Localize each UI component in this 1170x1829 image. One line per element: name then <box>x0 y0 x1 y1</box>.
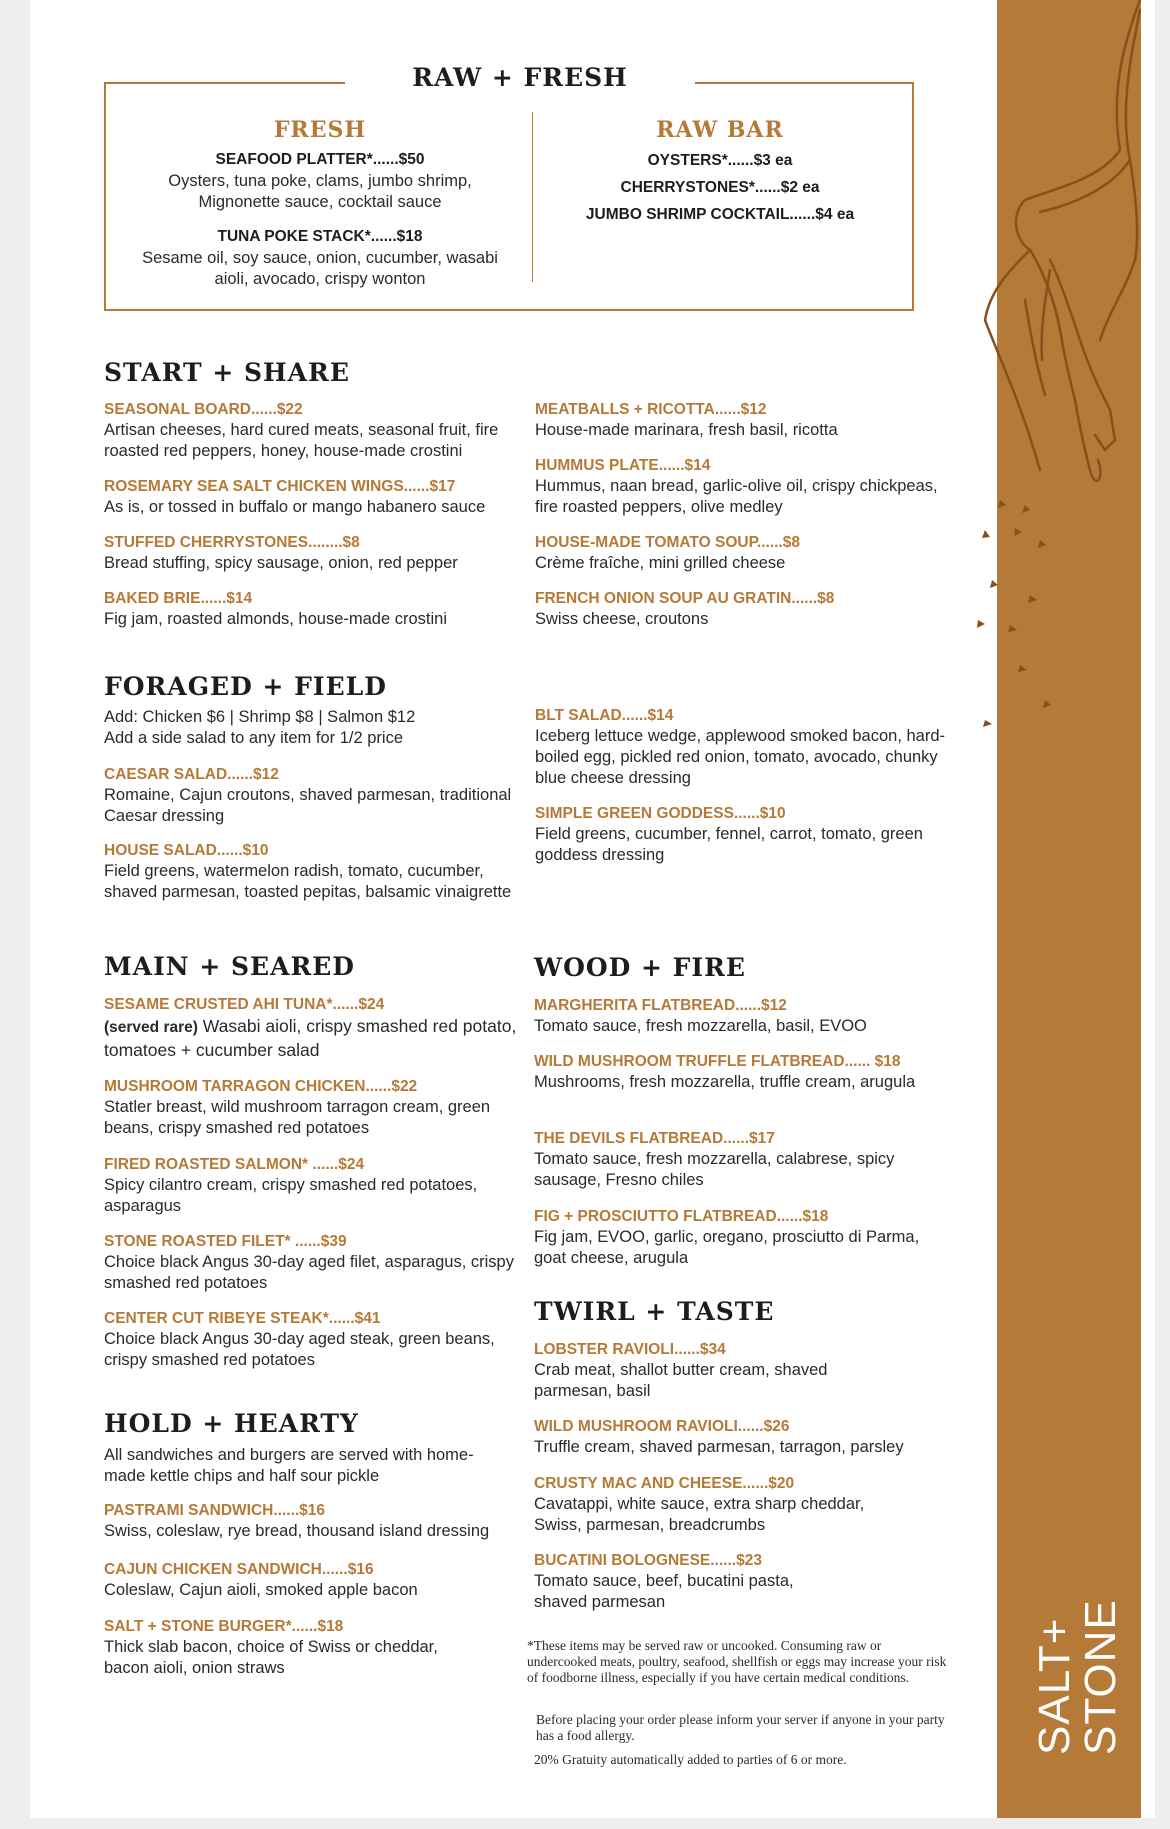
menu-item-desc: Thick slab bacon, choice of Swiss or cheddar, bacon aioli, onion straws <box>104 1638 438 1677</box>
raw-bar-item: OYSTERS*......$3 ea <box>647 152 793 169</box>
menu-item <box>104 589 524 630</box>
menu-item-name: STUFFED CHERRYSTONES........$8 <box>104 534 360 551</box>
menu-item-desc: Bread stuffing, spicy sausage, onion, red pepper <box>104 554 458 572</box>
fresh-item-name: SEAFOOD PLATTER*......$50 <box>215 151 425 168</box>
menu-item-desc: Coleslaw, Cajun aioli, smoked apple bacon <box>104 1581 418 1599</box>
menu-item-desc: Hummus, naan bread, garlic-olive oil, crispy chickpeas, fire roasted peppers, olive medley <box>535 477 938 516</box>
menu-item-desc: Artisan cheeses, hard cured meats, seasonal fruit, fire roasted red peppers, honey, house-made crostini <box>104 421 499 460</box>
menu-item-name: ROSEMARY SEA SALT CHICKEN WINGS......$17 <box>104 478 456 495</box>
menu-item-desc: Cavatappi, white sauce, extra sharp cheddar, Swiss, parmesan, breadcrumbs <box>534 1495 865 1534</box>
menu-item-name: HUMMUS PLATE......$14 <box>535 457 711 474</box>
menu-item <box>104 1077 524 1139</box>
raw-food-warning: *These items may be served raw or uncooked. Consuming raw or undercooked meats, poultry, seafood, shellfish or eggs may increase your risk of foodborne illness, especially if you have certain medical conditions. <box>527 1638 947 1685</box>
menu-item-name: BUCATINI BOLOGNESE......$23 <box>534 1552 762 1569</box>
raw-bar-title: RAW BAR <box>656 117 784 143</box>
fresh-item-name: TUNA POKE STACK*......$18 <box>217 228 423 245</box>
gratuity-notice: 20% Gratuity automatically added to parties of 6 or more. <box>534 1752 847 1767</box>
menu-item <box>104 477 524 518</box>
fresh-item-desc: Oysters, tuna poke, clams, jumbo shrimp, Mignonette sauce, cocktail sauce <box>168 172 472 211</box>
menu-item-name: HOUSE SALAD......$10 <box>104 842 269 859</box>
menu-item-name: MUSHROOM TARRAGON CHICKEN......$22 <box>104 1078 418 1095</box>
menu-item-desc: Swiss, coleslaw, rye bread, thousand island dressing <box>104 1522 490 1540</box>
hold-hearty-title: HOLD + HEARTY <box>104 1409 359 1438</box>
menu-item-name: CAJUN CHICKEN SANDWICH......$16 <box>104 1561 374 1578</box>
menu-item <box>534 1340 874 1402</box>
menu-item-name: FRENCH ONION SOUP AU GRATIN......$8 <box>535 590 835 607</box>
menu-item-desc: Crème fraîche, mini grilled cheese <box>535 554 786 572</box>
menu-item-desc: Crab meat, shallot butter cream, shaved parmesan, basil <box>534 1361 828 1400</box>
menu-item-name: STONE ROASTED FILET* ......$39 <box>104 1233 347 1250</box>
menu-item <box>104 1560 524 1601</box>
menu-item-name: SESAME CRUSTED AHI TUNA*......$24 <box>104 996 385 1013</box>
menu-item-name: SEASONAL BOARD......$22 <box>104 401 303 418</box>
menu-item <box>104 1501 524 1542</box>
menu-item-desc: Iceberg lettuce wedge, applewood smoked bacon, hard-boiled egg, pickled red onion, tomato, avocado, chunky blue cheese dressing <box>535 727 946 787</box>
raw-bar-item: JUMBO SHRIMP COCKTAIL......$4 ea <box>585 206 855 223</box>
fresh-item-desc: Sesame oil, soy sauce, onion, cucumber, wasabi aioli, avocado, crispy wonton <box>142 249 498 288</box>
menu-item-name: FIRED ROASTED SALMON* ......$24 <box>104 1156 365 1173</box>
foraged-field-title: FORAGED + FIELD <box>104 672 387 701</box>
menu-item-desc: Statler breast, wild mushroom tarragon cream, green beans, crispy smashed red potatoes <box>104 1098 491 1137</box>
menu-item <box>534 1417 954 1458</box>
menu-item <box>535 400 955 441</box>
start-share-title: START + SHARE <box>104 358 350 387</box>
menu-item-desc: Mushrooms, fresh mozzarella, truffle cream, arugula <box>534 1073 916 1091</box>
menu-item <box>534 1551 834 1613</box>
menu-item <box>104 765 524 827</box>
menu-item-desc: Choice black Angus 30-day aged steak, green beans, crispy smashed red potatoes <box>104 1330 495 1369</box>
brand-logo: SALT+ STONE <box>1030 1599 1125 1755</box>
menu-item <box>534 996 954 1037</box>
menu-item-desc: Tomato sauce, fresh mozzarella, calabrese, spicy sausage, Fresno chiles <box>534 1150 895 1189</box>
menu-item <box>104 1232 524 1294</box>
menu-item <box>535 456 955 518</box>
served-rare-note: (served rare) <box>104 1019 198 1036</box>
menu-item-desc: House-made marinara, fresh basil, ricotta <box>535 421 838 439</box>
menu-item <box>104 1155 524 1217</box>
wood-fire-title: WOOD + FIRE <box>534 953 746 982</box>
menu-item <box>535 589 955 630</box>
menu-item-desc: Fig jam, EVOO, garlic, oregano, prosciutto di Parma, goat cheese, arugula <box>534 1228 920 1267</box>
menu-item <box>535 533 955 574</box>
menu-item-name: LOBSTER RAVIOLI......$34 <box>534 1341 726 1358</box>
menu-item-name: SIMPLE GREEN GODDESS......$10 <box>535 805 786 822</box>
menu-item-name: BAKED BRIE......$14 <box>104 590 253 607</box>
salt-hand-illustration <box>930 0 1141 760</box>
menu-item-name: PASTRAMI SANDWICH......$16 <box>104 1502 326 1519</box>
menu-item <box>104 1617 484 1679</box>
menu-item-name: BLT SALAD......$14 <box>535 707 674 724</box>
menu-item-name: WILD MUSHROOM RAVIOLI......$26 <box>534 1418 790 1435</box>
menu-item-desc: Swiss cheese, croutons <box>535 610 709 628</box>
menu-item <box>534 1207 954 1269</box>
menu-item <box>535 804 955 866</box>
menu-item <box>534 1129 934 1191</box>
twirl-taste-title: TWIRL + TASTE <box>534 1297 775 1326</box>
menu-item <box>104 400 524 462</box>
page-edge <box>1141 0 1155 1818</box>
menu-item <box>534 1474 914 1536</box>
menu-item <box>104 841 524 903</box>
menu-item-desc: Field greens, watermelon radish, tomato, cucumber, shaved parmesan, toasted pepitas, balsamic vinaigrette <box>104 862 512 901</box>
menu-item-desc: Spicy cilantro cream, crispy smashed red potatoes, asparagus <box>104 1176 478 1215</box>
menu-item-desc: Choice black Angus 30-day aged filet, asparagus, crispy smashed red potatoes <box>104 1253 514 1292</box>
menu-item-name: SALT + STONE BURGER*......$18 <box>104 1618 344 1635</box>
menu-item <box>535 706 955 789</box>
menu-item <box>104 533 524 574</box>
raw-fresh-title: RAW + FRESH <box>412 63 628 92</box>
menu-item-desc: Tomato sauce, fresh mozzarella, basil, EVOO <box>534 1017 867 1035</box>
menu-item-desc: Fig jam, roasted almonds, house-made crostini <box>104 610 447 628</box>
menu-item-name: THE DEVILS FLATBREAD......$17 <box>534 1130 775 1147</box>
menu-item <box>534 1052 934 1093</box>
menu-item-desc: Tomato sauce, beef, bucatini pasta, shaved parmesan <box>534 1572 794 1611</box>
menu-item-name: CRUSTY MAC AND CHEESE......$20 <box>534 1475 795 1492</box>
main-seared-title: MAIN + SEARED <box>104 952 355 981</box>
side-salad-note: Add a side salad to any item for 1/2 price <box>104 729 403 747</box>
menu-item <box>104 995 524 1062</box>
menu-item-desc: Field greens, cucumber, fennel, carrot, tomato, green goddess dressing <box>535 825 923 864</box>
allergy-notice: Before placing your order please inform your server if anyone in your party has a food allergy. <box>536 1712 945 1743</box>
menu-item-desc: Wasabi aioli, crispy smashed red potato, tomatoes + cucumber salad <box>104 1016 517 1060</box>
menu-item-desc: Truffle cream, shaved parmesan, tarragon, parsley <box>534 1438 904 1456</box>
addons-note: Add: Chicken $6 | Shrimp $8 | Salmon $12 <box>104 708 416 726</box>
menu-item <box>104 1309 524 1371</box>
menu-item-name: HOUSE-MADE TOMATO SOUP......$8 <box>535 534 800 551</box>
menu-item-desc: As is, or tossed in buffalo or mango habanero sauce <box>104 498 486 516</box>
menu-item-name: CAESAR SALAD......$12 <box>104 766 279 783</box>
raw-fresh-divider <box>532 112 533 282</box>
fresh-title: FRESH <box>273 117 367 143</box>
menu-item-name: CENTER CUT RIBEYE STEAK*......$41 <box>104 1310 381 1327</box>
menu-item-name: MEATBALLS + RICOTTA......$12 <box>535 401 767 418</box>
hold-hearty-intro: All sandwiches and burgers are served with home-made kettle chips and half sour pickle <box>104 1446 474 1485</box>
menu-item-name: MARGHERITA FLATBREAD......$12 <box>534 997 787 1014</box>
menu-item-name: FIG + PROSCIUTTO FLATBREAD......$18 <box>534 1208 829 1225</box>
menu-item-desc: Romaine, Cajun croutons, shaved parmesan, traditional Caesar dressing <box>104 786 512 825</box>
raw-bar-item: CHERRYSTONES*......$2 ea <box>620 179 820 196</box>
menu-item-name: WILD MUSHROOM TRUFFLE FLATBREAD...... $18 <box>534 1053 901 1070</box>
